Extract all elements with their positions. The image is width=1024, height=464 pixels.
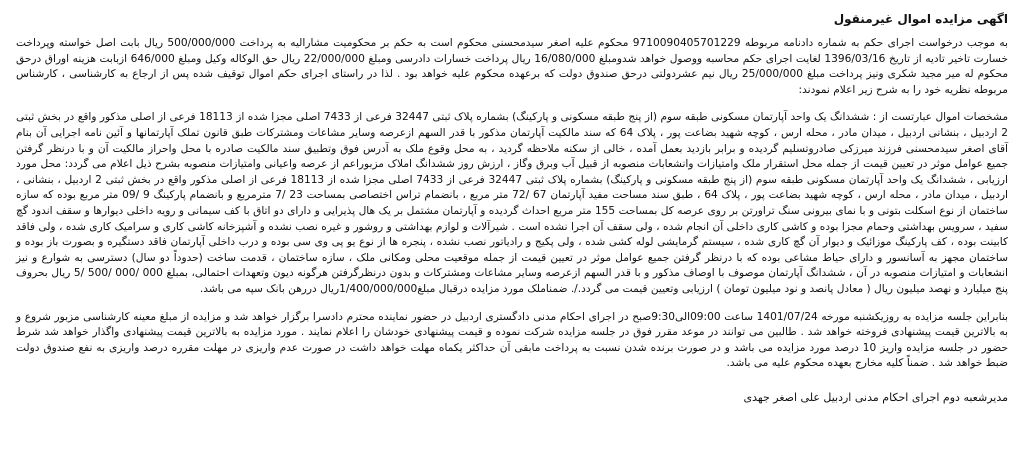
signature-line: مدیرشعبه دوم اجرای احکام مدنی اردبیل علی اصغر جهدی — [743, 390, 1008, 404]
notice-title: اگهی مزایده اموال غیرمنقول — [833, 12, 1008, 26]
property-description-paragraph: مشخصات اموال عبارتست از : ششدانگ یک واحد آپارتمان مسکونی طبقه سوم (از پنج طبقه مسکونی و پارکینگ) بشماره پلاک ثبتی 32447 فرعی از 7433 اصلی مجزا شده از 18113 فرعی از اصلی مذکور واقع در بخش ثبتی 2 اردبیل ، بنشانی اردبیل ، میدان مادر ، محله ارس ، کوچه شهید بضاعت پور ، پلاک 64 که سند مالکیت آپارتمان مذکور با قدر السهم ازعرصه وسایر مشاعات ومشترکات طبق قانون تملک آپارتمانها و آئین نامه اجرایی آن بنام آقای اصغر سیدمحسنی فرزند میرزکی صادروتسلیم گردیده و برابر بازدید بعمل آمده ، خالی از سکنه ملاحظه گردید ، به محل وقوع ملک به آدرس فوق وتطبیق سند مالکیت صادره با محل واحراز مالکیت آن و با درنظر گرفتن جمیع عوامل موثر در تعیین قیمت از جمله محل استقرار ملک وامتیازات وانشعابات منصوبه از قبیل آب وبرق وگاز ، ارزش روز ششدانگ املاک مزبوراعم از عرصه واعیانی وامتیازات منصوبه بشرح ذیل اعلام می گردد: محل مورد ارزیابی ، ششدانگ یک واحد آپارتمان مسکونی طبقه سوم (از پنج طبقه مسکونی و پارکینگ) بشماره پلاک ثبتی 32447 فرعی از 7433 اصلی مجزا شده از 18113 فرعی از اصلی مذکور واقع در بخش ثبتی 2 اردبیل ، بنشانی ، اردبیل ، میدان مادر ، محله ارس ، کوچه شهید بضاعت پور ، پلاک 64 ، طبق سند مساحت مفید آپارتمان 67 /72 متر مربع ، بانضمام تراس اختصاصی بمساحت 23 /7 مترمربع و بانضمام پارکینگ 9 /09 متر مربع بوده که سازه ساختمان از نوع اسکلت بتونی و با نمای بیرونی سنگ تراورتن بر روی عرصه کل بمساحت 155 متر مربع احداث گردیده و آپارتمان مشتمل بر یک هال پذیرایی و دارای دو اتاق با کف سیمانی و رویه داخلی دیوارها و سقف اندود گچ سفید ، سرویس بهداشتی وحمام مجزا بوده و کاشی کاری داخلی آن انجام شده ، ولی سقف آن اجرا نشده است . شیرآلات و لوازم بهداشتی و روشور و غیره نصب نشده و آشپزخانه کاشی کاری و سرامیک کاری شده ، ولی فاقد کابینت بوده ، کف پارکینگ موزائیک و دیوار آن گچ کاری شده ، سیستم گرمایشی لوله کشی شده ، ولی پکیج و رادیاتور نصب نشده ، پنجره ها از نوع یو پی وی سی بوده و درب داخلی آپارتمان فاقد دستگیره و بصورت باز بوده و ساختمان مجهز به آسانسور و دارای حیاط مشاعی بوده که با درنظر گرفتن جمیع عوامل موثر در تعیین قیمت از جمله موقعیت محلی ومکانی ملک ، سازه ساختمان ، قدمت ساخت (حدوداً دو سال) دسترسی به شوارع و نیز انشعابات و امتیازات منصوبه در آن ، ششدانگ آپارتمان موصوف با اوصاف مذکور و با قدر السهم ازعرصه وسایر مشاعات ومشترکات و بدون درنظرگرفتن هرگونه دیون وتعهدات احتمالی، بمبلغ 000 /000 /500 /5 ریال بحروف پنج میلیارد و نهصد میلیون ریال ( معادل پانصد و نود میلیون تومان ) ارزیابی وتعیین قیمت می گردد./. ضمناملک مورد مزایده درقبال مبلغ1/400/000/000ریال دررهن بانک سپه می باشد. — [16, 111, 1009, 295]
auction-terms-paragraph: بنابراین جلسه مزایده به روزیکشنبه مورخه 1401/07/24 ساعت 09:00الی9:30صبح در اجرای احکام مدنی دادگستری اردبیل در حضور نماینده محترم دادسرا برگزار خواهد شد و مزایده از مبلغ معینه کارشناسی مزبور شروع و به بالاترین قیمت پیشنهادی فروخته خواهد شد . طالبین می توانند در موعد مقرر فوق در جلسه مزایده شرکت نموده و قیمت پیشنهادی خودشان را اعلام نمایند . مورد مزایده به بالاترین قیمت پیشنهادی واگذار خواهد شد شرط حضور در جلسه مزایده واریز 10 درصد مورد مزایده می باشد و در صورت برنده شدن نسبت به پرداخت مابقی آن حداکثر یکماه مهلت خواهد داشت در صورت عدم واریزی در مهلت مقرره درصد واریزی به نفع صندوق دولت ضبط خواهد شد . ضمناً کلیه مخارج بعهده محکوم علیه می باشد. — [16, 310, 1009, 370]
judgment-paragraph: به موجب درخواست اجرای حکم به شماره دادنامه مربوطه 9710090405701229 محکوم علیه اصغر سیدمحسنی محکوم است به حکم بر محکومیت مشارالیه به پرداخت 500/000/000 ریال بابت اصل خواسته وپرداخت خسارت تاخیر تادیه از تاریخ 1396/03/16 لغایت اجرای حکم محاسبه ووصول خواهد شدومبلغ 16/080/000 ریال پرداخت خسارات دادرسی ومبلغ 22/000/000 ریال حق الوکاله وکیل ومبلغ 646/000 ازبابت هزینه اوراق درحق محکوم له میر مجید شکری ونیز پرداخت مبلغ 25/000/000 ریال نیم عشردولتی درحق صندوق دولت که برعهده محکوم علیه خواهد بود . لذا در راستای اجرای حکم اموال توقیف شده پس از ارجاع به کارشناسی ، کارشناس مربوطه نظریه خود را به شرح زیر اعلام نمودند: — [16, 37, 1008, 96]
